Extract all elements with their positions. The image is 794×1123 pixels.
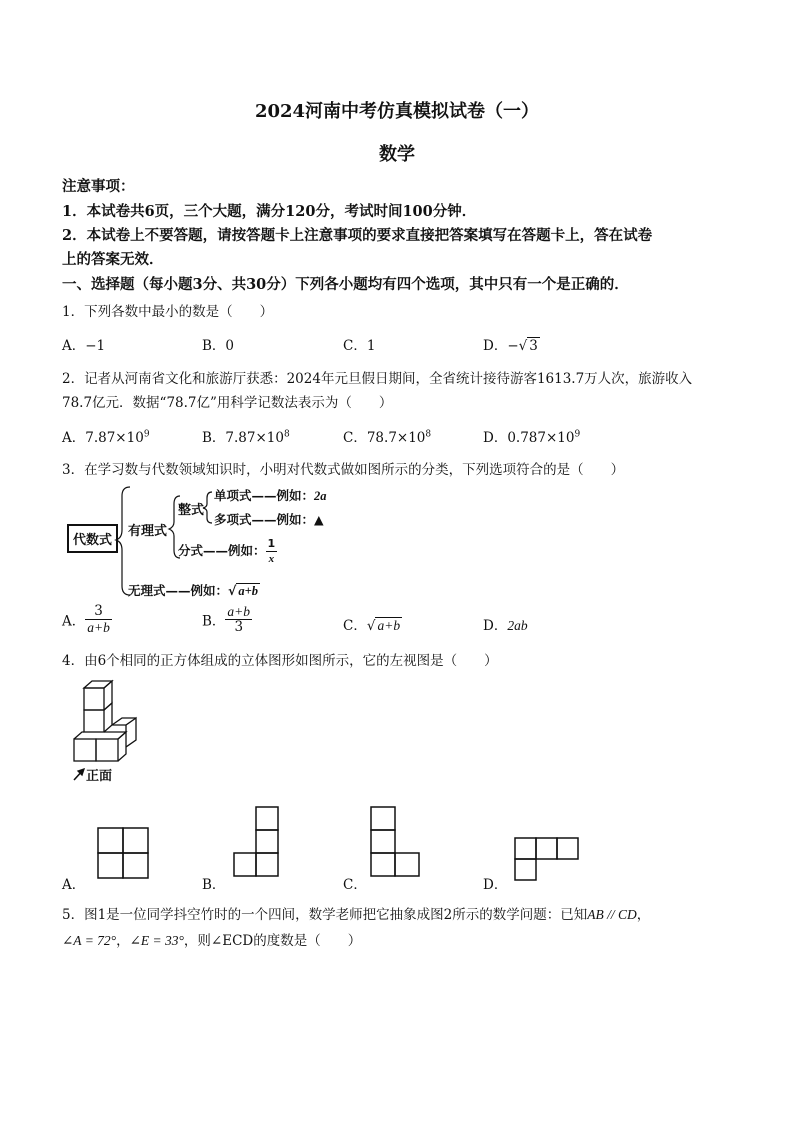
- q2-option-b-base: 7.87×10: [225, 430, 284, 446]
- q3-option-b: [202, 604, 252, 635]
- q2-option-a-exponent: 9: [143, 429, 150, 440]
- q3-classification-diagram: [66, 482, 366, 600]
- q2-option-b-exponent: 8: [283, 429, 290, 440]
- q1-option-d-label: D．: [483, 338, 508, 354]
- q5-stem-line-1-end: ，: [636, 907, 651, 923]
- q2-stem-line-2: 78.7亿元．数据“78.7亿”用科学记数法表示为（ ）: [62, 395, 393, 411]
- q4-option-a-label: A．: [62, 877, 86, 893]
- q5-parallel-condition: AB // CD: [587, 907, 637, 922]
- sqrt-sign: √: [366, 618, 376, 634]
- q4-option-b-view: [232, 805, 282, 879]
- q3-option-c-radicand: a+b: [377, 618, 401, 633]
- q2-option-a-base: 7.87×10: [85, 430, 144, 446]
- sqrt-sign: √: [518, 338, 528, 354]
- q4-option-c-view: [369, 805, 421, 879]
- notes-item-2-line-1: 2．本试卷上不要答题，请按答题卡上注意事项的要求直接把答案填写在答题卡上，答在试卷: [62, 227, 653, 244]
- q4-option-b-label: B．: [202, 877, 226, 893]
- subject-title: 数学: [379, 144, 415, 165]
- q2-option-a: [62, 426, 150, 446]
- q4-solid-figure: [66, 676, 146, 786]
- q3-option-a-denominator: a+b: [87, 620, 110, 635]
- q2-option-d-exponent: 9: [574, 429, 581, 440]
- diagram-root-label: 代数式: [73, 533, 113, 548]
- q5-angle-a: ∠A = 72°: [62, 933, 117, 948]
- diagram-irrational-radicand: a+b: [238, 584, 258, 598]
- q2-option-b-label: B．: [202, 430, 226, 446]
- q3-option-d-label: D．: [483, 618, 508, 634]
- q3-option-a-label: A．: [62, 613, 86, 630]
- q3-stem: 3．在学习数与代数领域知识时，小明对代数式做如图所示的分类，下列选项符合的是（ ）: [62, 462, 625, 478]
- sqrt-sign: √: [228, 583, 237, 598]
- diagram-fractional-denominator: x: [266, 551, 278, 567]
- notes-item-2-line-2: 上的答案无效．: [62, 251, 164, 268]
- q1-option-a: A．−1: [62, 338, 106, 354]
- q4-option-d-label: D．: [483, 877, 508, 893]
- diagram-monomial-label: 单项式——例如：: [214, 488, 315, 503]
- q4-option-c-label: C．: [343, 877, 367, 893]
- diagram-fractional-label: 分式——例如：: [178, 543, 266, 558]
- notes-item-1: 1．本试卷共6页，三个大题，满分120分，考试时间100分钟．: [62, 203, 477, 220]
- section-1-heading: 一、选择题（每小题3分、共30分）下列各小题均有四个选项，其中只有一个是正确的．: [62, 276, 629, 293]
- q5-separator: ，: [116, 933, 130, 949]
- q5-stem-line-1: [62, 903, 650, 923]
- diagram-integral: 整式: [178, 503, 205, 518]
- q1-option-d-sign: −: [507, 338, 519, 354]
- diagram-monomial-example: 2a: [314, 489, 327, 503]
- diagram-rational: 有理式: [128, 524, 168, 539]
- q1-option-d-radicand: 3: [529, 338, 538, 354]
- q2-option-d: [483, 426, 580, 446]
- diagram-irrational: [128, 581, 260, 599]
- q3-option-d: [483, 614, 528, 634]
- q3-option-b-fraction: [225, 604, 252, 635]
- q3-option-b-denominator: 3: [225, 619, 252, 635]
- q2-option-c-label: C．: [343, 430, 367, 446]
- q1-option-c: C．1: [343, 338, 376, 354]
- diagram-monomial: [214, 486, 327, 504]
- q4-stem: 4．由6个相同的正方体组成的立体图形如图所示，它的左视图是（ ）: [62, 653, 498, 669]
- q2-option-d-label: D．: [483, 430, 508, 446]
- notes-heading: 注意事项：: [62, 178, 135, 195]
- diagram-fractional-example: [266, 536, 278, 567]
- q1-stem: 1．下列各数中最小的数是（ ）: [62, 304, 274, 320]
- q2-stem-line-1: 2．记者从河南省文化和旅游厅获悉：2024年元旦假日期间，全省统计接待游客1613.7万人次，旅游收入: [62, 371, 693, 387]
- q1-option-d: [483, 334, 540, 354]
- q5-stem-line-1-text: 5．图1是一位同学抖空竹时的一个四间，数学老师把它抽象成图2所示的数学问题：已知: [62, 907, 588, 923]
- diagram-fractional-numerator: 1: [267, 537, 276, 550]
- q3-option-a-fraction: [85, 604, 112, 635]
- q3-option-d-value: 2ab: [507, 618, 528, 633]
- q5-stem-line-2: [62, 929, 361, 949]
- q2-option-b: [202, 426, 290, 446]
- q3-option-a-numerator: 3: [94, 603, 103, 619]
- diagram-polynomial: 多项式——例如：▲: [214, 512, 324, 527]
- q4-option-d-view: [513, 836, 579, 882]
- diagram-fractional: [178, 536, 277, 567]
- diagram-root-box: [67, 524, 118, 553]
- q5-angle-e: ∠E = 33°: [129, 933, 184, 948]
- exam-title: 2024河南中考仿真模拟试卷（一）: [254, 101, 540, 122]
- diagram-irrational-label: 无理式——例如：: [128, 583, 229, 598]
- q2-option-c-base: 78.7×10: [366, 430, 426, 446]
- q1-option-b: B．0: [202, 338, 235, 354]
- q2-option-c-exponent: 8: [425, 429, 432, 440]
- q3-option-b-numerator: a+b: [227, 604, 251, 619]
- q3-option-a: [62, 604, 112, 635]
- q4-front-label: 正面: [86, 769, 113, 784]
- q2-option-a-label: A．: [62, 430, 86, 446]
- q2-option-c: [343, 426, 431, 446]
- q5-question: ，则∠ECD的度数是（ ）: [183, 933, 362, 949]
- q3-option-b-label: B．: [202, 613, 226, 630]
- q2-option-d-base: 0.787×10: [507, 430, 575, 446]
- q3-option-c-label: C．: [343, 618, 367, 634]
- q3-option-c: [343, 614, 402, 634]
- q4-option-a-view: [96, 826, 152, 882]
